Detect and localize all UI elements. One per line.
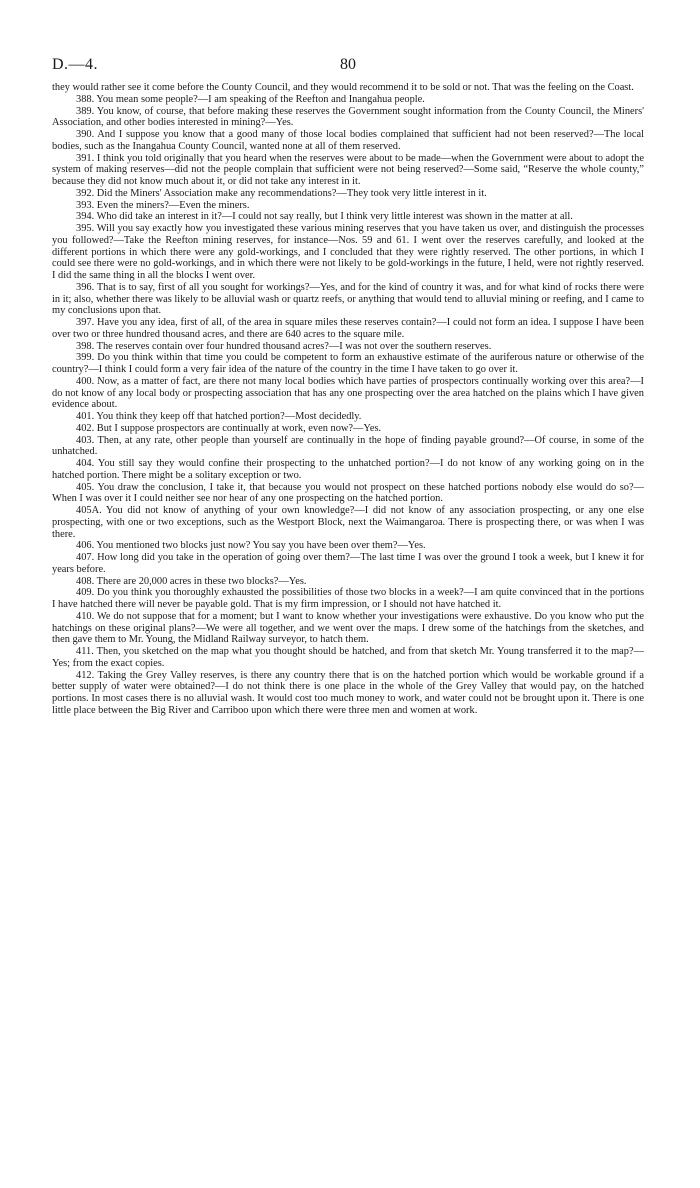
testimony-paragraph: 393. Even the miners?—Even the miners. — [76, 199, 250, 211]
testimony-paragraph: 391. I think you told originally that you heard when the reserves were about to be made—when the Government were about to adopt the system of making reserves—did not the people complain that sufficient were not being reserved?—Some said, “Reserve the whole county,” because they did not know much about it, or did not take any interest in it. — [52, 152, 644, 187]
testimony-paragraph: 401. You think they keep off that hatched portion?—Most decidedly. — [76, 411, 362, 422]
testimony-paragraph: 398. The reserves contain over four hundred thousand acres?—I was not over the southern reserves. — [76, 340, 492, 352]
testimony-paragraph: 389. You know, of course, that before making these reserves the Government sought information from the County Council, the Miners' Association, and other bodies interested in mining?—Yes. — [52, 105, 644, 129]
testimony-paragraph: 399. Do you think within that time you could be competent to form an exhaustive estimate of the auriferous nature or otherwise of the country?—I think I could form a very fair idea of the nature of the country in the time I have taken to go over it. — [52, 352, 644, 375]
testimony-paragraph: 409. Do you think you thoroughly exhausted the possibilities of those two blocks in a week?—I am quite convinced that in the portions I have hatched there will never be payable gold. That is my firm impression, or I should not have hatched it. — [52, 587, 644, 610]
document-page — [52, 52, 644, 717]
testimony-paragraph: 396. That is to say, first of all you sought for workings?—Yes, and for the kind of country it was, and for what kind of rocks there were in it; also, whether there was likely to be alluvial wash or quartz reefs, or anything that would tend to alluvial mining or reefing, and I came to my conclusions upon that. — [52, 281, 644, 317]
testimony-paragraph: 394. Who did take an interest in it?—I could not say really, but I think very little interest was shown in the matter at all. — [76, 211, 573, 223]
testimony-paragraph: 397. Have you any idea, first of all, of the area in square miles these reserves contain?—I could not form an idea. I suppose I have been over two or three hundred thousand acres, and there are 640 acres to the square mile. — [52, 317, 644, 340]
testimony-paragraph: 392. Did the Miners' Association make any recommendations?—They took very little interest in it. — [76, 187, 487, 199]
testimony-paragraph: 403. Then, at any rate, other people than yourself are continually in the hope of finding payable ground?—Of course, in some of the unhatched. — [52, 434, 644, 458]
testimony-text — [52, 82, 644, 717]
testimony-paragraph: 405. You draw the conclusion, I take it, that because you would not prospect on these hatched portions nobody else would do so?—When I was over it I could neither see nor hear of any one prospecting on the hatched portion. — [52, 481, 644, 505]
testimony-paragraph: 411. Then, you sketched on the map what you thought should be hatched, and from that sketch Mr. Young transferred it to the map?—Yes; from the exact copies. — [52, 646, 644, 669]
testimony-paragraph: 404. You still say they would confine their prospecting to the unhatched portion?—I do not know of any working going on in the hatched portion. There might be a solitary exception or two. — [52, 458, 644, 481]
testimony-paragraph: 400. Now, as a matter of fact, are there not many local bodies which have parties of prospectors continually working over this area?—I do not know of any local body or prospecting association that has any one prospecting over the area hatched on the plains which I have given evidence about. — [52, 375, 644, 411]
page-number: 80 — [340, 56, 356, 73]
testimony-paragraph: 405A. You did not know of anything of your own knowledge?—I did not know of any association prospecting, or any one else prospecting, with one or two exceptions, such as the Westport Block, next the Waimangaroa. There is prospecting there, or was when I was there. — [52, 505, 644, 540]
testimony-paragraph: 395. Will you say exactly how you investigated these various mining reserves that you have taken us over, and distinguish the processes you followed?—Take the Reefton mining reserves, for instance—Nos. 59 and 61. I went over the reserves carefully, and looked at the different portions in which there were any gold-workings, and I concluded that they were rightly reserved. The other portions, in which I could see there were no gold-workings, and in which there were not likely to be gold-workings in the future, I held, were not rightly reserved. I did the same thing in all the blocks I went over. — [52, 223, 644, 281]
testimony-paragraph: 388. You mean some people?—I am speaking of the Reefton and Inangahua people. — [76, 93, 425, 105]
testimony-paragraph: 408. There are 20,000 acres in these two blocks?—Yes. — [76, 575, 307, 587]
testimony-paragraph: 412. Taking the Grey Valley reserves, is there any country there that is on the hatched portion which would be workable ground if a better supply of water were obtained?—I do not think there is one place in the whole of the Grey Valley that would pay, on the hatched portions. In most cases there is no alluvial wash. It would cost too much money to work, and water could not be brought upon it. There is one little place between the Big River and Carriboo upon which there were three men and women at work. — [52, 669, 644, 716]
testimony-paragraph: 402. But I suppose prospectors are continually at work, even now?—Yes. — [76, 422, 382, 434]
testimony-paragraph: 390. And I suppose you know that a good many of those local bodies complained that sufficient had not been reserved?—The local bodies, such as the Inangahua County Council, wanted none at all of them reserved. — [52, 129, 644, 152]
testimony-paragraph: they would rather see it come before the County Council, and they would recommend it to be sold or not. That was the feeling on the Coast. — [52, 82, 634, 93]
testimony-paragraph: 410. We do not suppose that for a moment; but I want to know whether your investigations were exhaustive. Do you know who put the hatchings on these original plans?—We were all together, and we went over the maps. I drew some of the hatchings from the sketches, and then gave them to Mr. Young, the Midland Railway surveyor, to hatch them. — [52, 610, 644, 646]
testimony-paragraph: 406. You mentioned two blocks just now? You say you have been over them?—Yes. — [76, 540, 426, 552]
testimony-paragraph: 407. How long did you take in the operation of going over them?—The last time I was over the ground I took a week, but I knew it for years before. — [52, 552, 644, 575]
page-header — [52, 52, 644, 82]
document-reference: D.—4. — [52, 56, 99, 73]
